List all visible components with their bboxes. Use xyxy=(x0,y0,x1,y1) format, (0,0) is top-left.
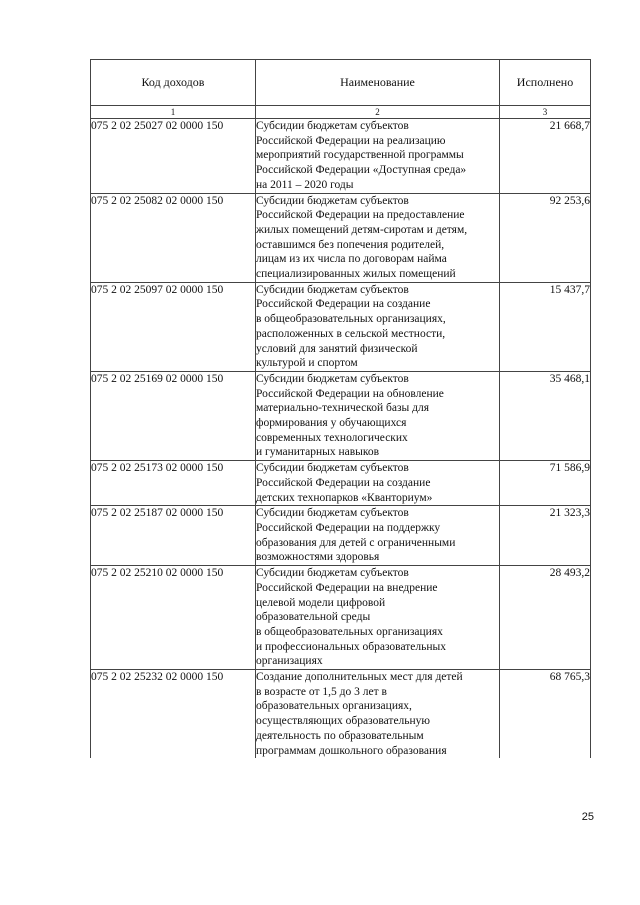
revenue-name-line: и профессиональных образовательных xyxy=(256,640,446,653)
revenue-name-line: детских технопарков «Кванториум» xyxy=(256,491,433,504)
revenue-name xyxy=(256,193,500,282)
revenue-name-line: деятельность по образовательным xyxy=(256,729,424,742)
revenue-name xyxy=(256,461,500,506)
table-row xyxy=(91,670,591,759)
revenue-name-line: лицам из их числа по договорам найма xyxy=(256,253,447,266)
revenue-name-line: Российской Федерации на обновление xyxy=(256,387,444,400)
revenue-name xyxy=(256,371,500,460)
executed-amount: 21 323,3 xyxy=(500,506,591,566)
revenue-name-line: Российской Федерации на поддержку xyxy=(256,521,441,534)
revenue-name-line: образовательных организациях, xyxy=(256,700,412,713)
revenue-name-line: Субсидии бюджетам субъектов xyxy=(256,567,409,580)
revenue-name xyxy=(256,119,500,194)
column-number-3: 3 xyxy=(500,106,591,119)
revenue-name-line: Российской Федерации на создание xyxy=(256,298,431,311)
revenue-name-line: образования для детей с ограниченными xyxy=(256,536,456,549)
revenue-code: 075 2 02 25097 02 0000 150 xyxy=(91,282,256,371)
revenue-code: 075 2 02 25082 02 0000 150 xyxy=(91,193,256,282)
revenue-name-line: мероприятий государственной программы xyxy=(256,149,464,162)
revenue-name-line: Субсидии бюджетам субъектов xyxy=(256,372,409,385)
revenue-name-line: Субсидии бюджетам субъектов xyxy=(256,120,409,132)
page-number: 25 xyxy=(581,811,594,823)
table-row xyxy=(91,119,591,194)
revenue-name xyxy=(256,566,500,670)
revenue-code: 075 2 02 25173 02 0000 150 xyxy=(91,461,256,506)
header-amount: Исполнено xyxy=(500,60,591,106)
revenue-name-line: Субсидии бюджетам субъектов xyxy=(256,462,409,475)
revenue-code: 075 2 02 25187 02 0000 150 xyxy=(91,506,256,566)
revenue-name-line: целевой модели цифровой xyxy=(256,596,386,609)
revenue-name-line: оставшимся без попечения родителей, xyxy=(256,238,445,251)
revenue-name-line: Российской Федерации на создание xyxy=(256,476,431,489)
revenue-name-line: специализированных жилых помещений xyxy=(256,268,456,281)
revenue-name-line: возможностями здоровья xyxy=(256,551,380,564)
header-name: Наименование xyxy=(256,60,500,106)
revenue-name-line: Субсидии бюджетам субъектов xyxy=(256,283,409,296)
revenue-name-line: Субсидии бюджетам субъектов xyxy=(256,194,409,207)
revenue-name-line: современных технологических xyxy=(256,431,408,444)
revenue-name xyxy=(256,282,500,371)
revenue-name-line: осуществляющих образовательную xyxy=(256,715,431,728)
revenue-name-line: расположенных в сельской местности, xyxy=(256,327,446,340)
revenue-name-line: материально-технической базы для xyxy=(256,402,430,415)
revenue-name-line: в общеобразовательных организациях xyxy=(256,625,443,638)
revenue-name-line: условий для занятий физической xyxy=(256,342,418,355)
table-body xyxy=(91,119,591,759)
revenue-name-line: образовательной среды xyxy=(256,611,371,624)
executed-amount: 28 493,2 xyxy=(500,566,591,670)
table-row xyxy=(91,371,591,460)
revenue-name xyxy=(256,506,500,566)
revenue-name-line: Создание дополнительных мест для детей xyxy=(256,671,463,684)
revenue-name xyxy=(256,670,500,759)
table-row xyxy=(91,282,591,371)
revenue-name-line: организациях xyxy=(256,655,323,668)
executed-amount: 71 586,9 xyxy=(500,461,591,506)
executed-amount: 68 765,3 xyxy=(500,670,591,759)
revenue-code: 075 2 02 25169 02 0000 150 xyxy=(91,371,256,460)
column-number-2: 2 xyxy=(256,106,500,119)
revenue-name-line: Российской Федерации «Доступная среда» xyxy=(256,164,467,177)
executed-amount: 21 668,7 xyxy=(500,119,591,194)
column-number-row xyxy=(91,106,591,119)
revenue-name-line: Субсидии бюджетам субъектов xyxy=(256,507,409,520)
executed-amount: 15 437,7 xyxy=(500,282,591,371)
header-row xyxy=(91,60,591,106)
revenue-name-line: жилых помещений детям-сиротам и детям, xyxy=(256,223,468,236)
revenue-name-line: формирования у обучающихся xyxy=(256,417,407,430)
table-row xyxy=(91,506,591,566)
revenue-name-line: в общеобразовательных организациях, xyxy=(256,313,446,326)
revenue-code: 075 2 02 25232 02 0000 150 xyxy=(91,670,256,759)
revenue-name-line: на 2011 – 2020 годы xyxy=(256,178,354,191)
revenue-name-line: культурой и спортом xyxy=(256,357,358,370)
revenue-code: 075 2 02 25027 02 0000 150 xyxy=(91,119,256,194)
table-row xyxy=(91,566,591,670)
executed-amount: 35 468,1 xyxy=(500,371,591,460)
revenue-name-line: программам дошкольного образования xyxy=(256,744,447,757)
revenue-name-line: Российской Федерации на внедрение xyxy=(256,581,438,594)
revenue-table xyxy=(90,59,591,758)
header-code: Код доходов xyxy=(91,60,256,106)
table-row xyxy=(91,193,591,282)
revenue-code: 075 2 02 25210 02 0000 150 xyxy=(91,566,256,670)
revenue-name-line: и гуманитарных навыков xyxy=(256,446,380,459)
executed-amount: 92 253,6 xyxy=(500,193,591,282)
revenue-name-line: Российской Федерации на предоставление xyxy=(256,209,465,222)
revenue-name-line: Российской Федерации на реализацию xyxy=(256,134,446,147)
revenue-name-line: в возрасте от 1,5 до 3 лет в xyxy=(256,685,387,698)
table-row xyxy=(91,461,591,506)
column-number-1: 1 xyxy=(91,106,256,119)
